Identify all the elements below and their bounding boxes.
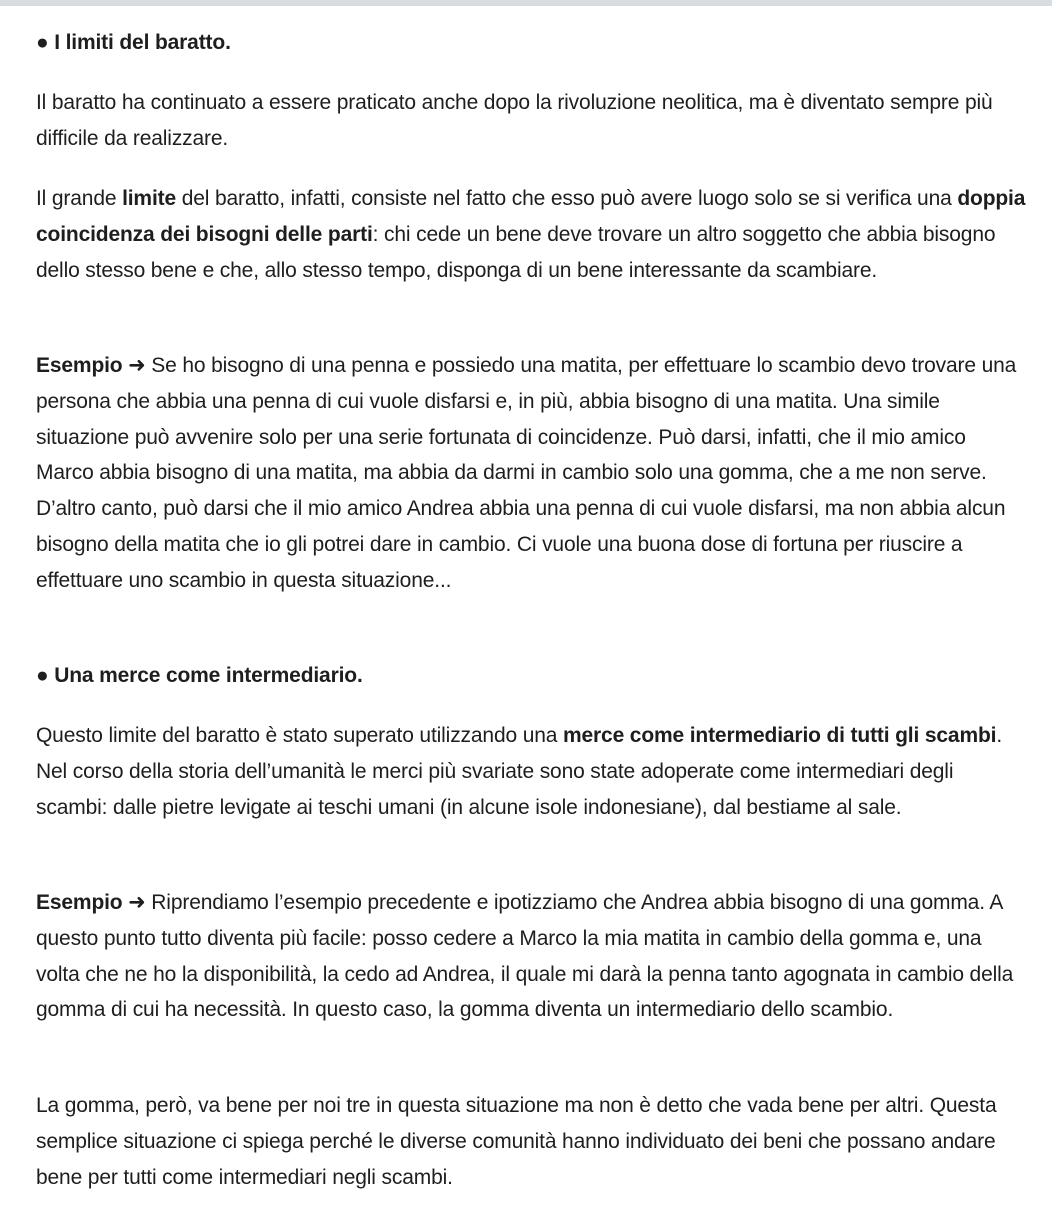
bold-term-doppia-coincidenza: doppia coincidenza dei bisogni delle parti: [36, 187, 1026, 246]
bold-term-limite: limite: [122, 187, 177, 210]
text-run: del baratto, infatti, consiste nel fatto che esso può avere luogo solo se si verifica una: [176, 187, 958, 210]
section-heading-limiti: ● I limiti del baratto.: [36, 31, 231, 54]
paragraph-esempio-2: [36, 885, 1026, 1028]
example-label: Esempio ➜: [36, 891, 146, 914]
paragraph-baratto-intro: Il baratto ha continuato a essere praticato anche dopo la rivoluzione neolitica, ma è diventato sempre più difficile da realizzare.: [36, 91, 993, 150]
paragraph-merce-intermediario: [36, 718, 1026, 825]
text-run: Se ho bisogno di una penna e possiedo una matita, per effettuare lo scambio devo trovare una persona che abbia una penna di cui vuole disfarsi e, in più, abbia bisogno di una matita. Una simile situazione può avvenire solo per una serie fortunata di coincidenze. Può darsi, infatti, che il mio amico Marco abbia bisogno di una matita, ma abbia da darmi in cambio solo una gomma, che a me non serve. D’altro canto, può darsi che il mio amico Andrea abbia una penna di cui vuole disfarsi, ma non abbia alcun bisogno della matita che io gli potrei dare in cambio. Ci vuole una buona dose di fortuna per riuscire a effettuare uno scambio in questa situazione...: [36, 354, 1017, 592]
text-run: Questo limite del baratto è stato superato utilizzando una: [36, 724, 563, 747]
example-label: Esempio ➜: [36, 354, 146, 377]
text-run: Riprendiamo l’esempio precedente e ipotizziamo che Andrea abbia bisogno di una gomma. A questo punto tutto diventa più facile: posso cedere a Marco la mia matita in cambio della gomma e, una volta che ne ho la disponibilità, la cedo ad Andrea, il quale mi darà la penna tanto agognata in cambio della gomma di cui ha necessità. In questo caso, la gomma diventa un intermediario dello scambio.: [36, 891, 1014, 1022]
text-run: : chi cede un bene deve trovare un altro soggetto che abbia bisogno dello stesso bene e che, allo stesso tempo, disponga di un bene interessante da scambiare.: [36, 222, 996, 282]
bold-term-merce-intermediario: merce come intermediario di tutti gli scambi: [562, 724, 997, 747]
text-run: . Nel corso della storia dell’umanità le merci più svariate sono state adoperate come intermediari degli scambi: dalle pietre levigate ai teschi umani (in alcune isole indonesiane), dal bestiame al sale.: [36, 724, 1003, 819]
paragraph-esempio-1: [36, 348, 1026, 599]
paragraph-gomma-conclusione: La gomma, però, va bene per noi tre in questa situazione ma non è detto che vada bene per altri. Questa semplice situazione ci spiega perché le diverse comunità hanno individuato dei beni che possano andare bene per tutti come intermediari negli scambi.: [36, 1094, 997, 1189]
paragraph-limite: [36, 181, 1026, 288]
text-run: Il grande: [36, 187, 123, 210]
top-scroll-bar: [0, 0, 1052, 6]
section-heading-merce: ● Una merce come intermediario.: [36, 664, 363, 687]
